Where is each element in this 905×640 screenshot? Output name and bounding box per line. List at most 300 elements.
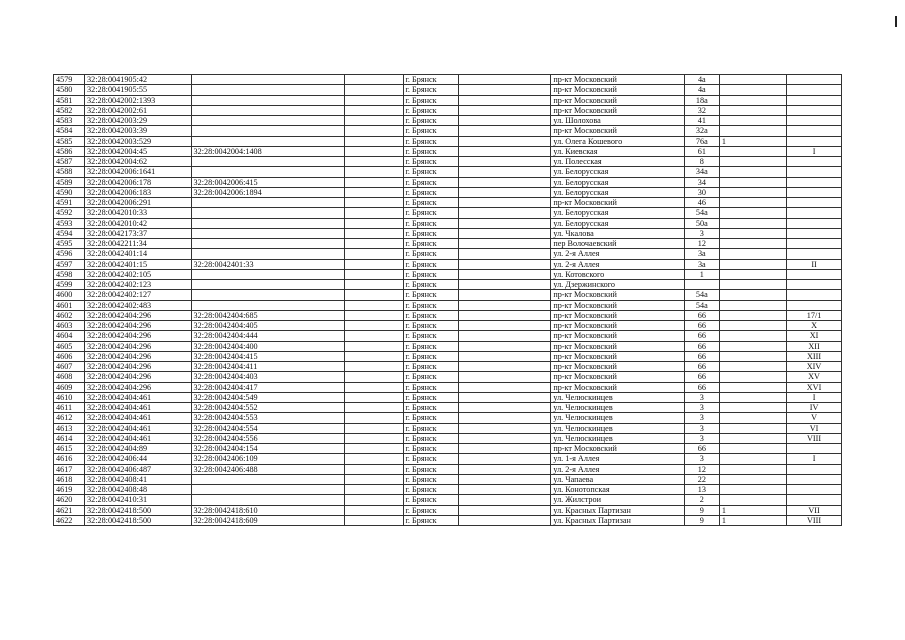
empty-cell [459, 403, 551, 413]
cadastral-number-cell: 32:28:0042402:105 [85, 269, 192, 279]
street-cell: ул. Челюскинцев [551, 392, 684, 402]
cadastral-number-cell: 32:28:0042404:296 [85, 331, 192, 341]
house-number-cell: 41 [684, 116, 719, 126]
cadastral-number-cell: 32:28:0042404:461 [85, 423, 192, 433]
city-cell: г. Брянск [403, 321, 459, 331]
empty-cell [344, 75, 403, 85]
city-cell: г. Брянск [403, 146, 459, 156]
row-number-cell: 4614 [54, 433, 85, 443]
street-cell: ул. Полесская [551, 157, 684, 167]
street-cell: ул. 1-я Аллея [551, 454, 684, 464]
house-number-cell: 30 [684, 187, 719, 197]
house-number-cell: 34 [684, 177, 719, 187]
flag-cell [719, 157, 786, 167]
premises-number-cell: X [787, 321, 842, 331]
house-number-cell: 54а [684, 300, 719, 310]
empty-cell [344, 290, 403, 300]
cadastral-number-cell: 32:28:0042404:296 [85, 310, 192, 320]
city-cell: г. Брянск [403, 239, 459, 249]
premises-number-cell [787, 228, 842, 238]
table-row [54, 187, 842, 197]
registry-table-body [54, 75, 842, 526]
row-number-cell: 4592 [54, 208, 85, 218]
empty-cell [344, 485, 403, 495]
table-row [54, 331, 842, 341]
linked-cadastral-number-cell [191, 485, 344, 495]
city-cell: г. Брянск [403, 331, 459, 341]
premises-number-cell [787, 464, 842, 474]
city-cell: г. Брянск [403, 126, 459, 136]
premises-number-cell [787, 300, 842, 310]
street-cell: ул. Конотопская [551, 485, 684, 495]
empty-cell [344, 300, 403, 310]
premises-number-cell [787, 75, 842, 85]
empty-cell [344, 105, 403, 115]
premises-number-cell: VII [787, 505, 842, 515]
cadastral-number-cell: 32:28:0042404:296 [85, 382, 192, 392]
empty-cell [344, 433, 403, 443]
row-number-cell: 4597 [54, 259, 85, 269]
street-cell: ул. Жилстрои [551, 495, 684, 505]
street-cell: ул. Челюскинцев [551, 403, 684, 413]
empty-cell [344, 177, 403, 187]
flag-cell [719, 105, 786, 115]
premises-number-cell [787, 198, 842, 208]
table-row [54, 198, 842, 208]
row-number-cell: 4612 [54, 413, 85, 423]
table-row [54, 351, 842, 361]
linked-cadastral-number-cell [191, 269, 344, 279]
empty-cell [344, 505, 403, 515]
empty-cell [459, 321, 551, 331]
house-number-cell: 66 [684, 372, 719, 382]
city-cell: г. Брянск [403, 95, 459, 105]
flag-cell [719, 300, 786, 310]
row-number-cell: 4579 [54, 75, 85, 85]
city-cell: г. Брянск [403, 218, 459, 228]
premises-number-cell [787, 249, 842, 259]
city-cell: г. Брянск [403, 105, 459, 115]
empty-cell [344, 495, 403, 505]
flag-cell [719, 249, 786, 259]
empty-cell [459, 249, 551, 259]
premises-number-cell: I [787, 146, 842, 156]
linked-cadastral-number-cell [191, 228, 344, 238]
empty-cell [344, 269, 403, 279]
table-row [54, 392, 842, 402]
flag-cell [719, 280, 786, 290]
street-cell: ул. Белорусская [551, 167, 684, 177]
house-number-cell: 2 [684, 495, 719, 505]
empty-cell [344, 382, 403, 392]
house-number-cell: 32а [684, 126, 719, 136]
house-number-cell: 8 [684, 157, 719, 167]
street-cell: ул. Челюскинцев [551, 423, 684, 433]
cadastral-number-cell: 32:28:0042010:42 [85, 218, 192, 228]
street-cell: пр-кт Московский [551, 321, 684, 331]
empty-cell [344, 454, 403, 464]
empty-cell [344, 423, 403, 433]
cadastral-number-cell: 32:28:0042006:1641 [85, 167, 192, 177]
house-number-cell: 22 [684, 474, 719, 484]
house-number-cell: 3 [684, 392, 719, 402]
empty-cell [344, 351, 403, 361]
cadastral-number-cell: 32:28:0042406:487 [85, 464, 192, 474]
cadastral-number-cell: 32:28:0042006:291 [85, 198, 192, 208]
city-cell: г. Брянск [403, 280, 459, 290]
row-number-cell: 4606 [54, 351, 85, 361]
row-number-cell: 4608 [54, 372, 85, 382]
flag-cell [719, 372, 786, 382]
table-row [54, 300, 842, 310]
row-number-cell: 4589 [54, 177, 85, 187]
cadastral-number-cell: 32:28:0042418:500 [85, 505, 192, 515]
cadastral-number-cell: 32:28:0042401:14 [85, 249, 192, 259]
premises-number-cell [787, 485, 842, 495]
premises-number-cell: XII [787, 341, 842, 351]
row-number-cell: 4610 [54, 392, 85, 402]
empty-cell [459, 157, 551, 167]
row-number-cell: 4602 [54, 310, 85, 320]
empty-cell [344, 167, 403, 177]
linked-cadastral-number-cell: 32:28:0042401:33 [191, 259, 344, 269]
cadastral-number-cell: 32:28:0042006:178 [85, 177, 192, 187]
premises-number-cell [787, 187, 842, 197]
linked-cadastral-number-cell [191, 167, 344, 177]
empty-cell [459, 85, 551, 95]
premises-number-cell: XIV [787, 362, 842, 372]
table-row [54, 105, 842, 115]
empty-cell [344, 126, 403, 136]
flag-cell: 1 [719, 505, 786, 515]
city-cell: г. Брянск [403, 85, 459, 95]
linked-cadastral-number-cell [191, 239, 344, 249]
empty-cell [344, 403, 403, 413]
linked-cadastral-number-cell [191, 218, 344, 228]
street-cell: ул. Белорусская [551, 177, 684, 187]
empty-cell [459, 372, 551, 382]
house-number-cell: 3 [684, 228, 719, 238]
empty-cell [344, 515, 403, 525]
premises-number-cell [787, 208, 842, 218]
linked-cadastral-number-cell: 32:28:0042404:553 [191, 413, 344, 423]
row-number-cell: 4620 [54, 495, 85, 505]
cadastral-number-cell: 32:28:0042003:29 [85, 116, 192, 126]
flag-cell [719, 187, 786, 197]
row-number-cell: 4621 [54, 505, 85, 515]
empty-cell [459, 464, 551, 474]
city-cell: г. Брянск [403, 228, 459, 238]
city-cell: г. Брянск [403, 413, 459, 423]
row-number-cell: 4595 [54, 239, 85, 249]
table-row [54, 85, 842, 95]
empty-cell [459, 392, 551, 402]
premises-number-cell [787, 126, 842, 136]
empty-cell [344, 372, 403, 382]
city-cell: г. Брянск [403, 372, 459, 382]
linked-cadastral-number-cell: 32:28:0042404:554 [191, 423, 344, 433]
street-cell: ул. Шолохова [551, 116, 684, 126]
premises-number-cell [787, 474, 842, 484]
flag-cell [719, 454, 786, 464]
house-number-cell: 1 [684, 269, 719, 279]
house-number-cell: 18а [684, 95, 719, 105]
table-row [54, 474, 842, 484]
street-cell: ул. 2-я Аллея [551, 259, 684, 269]
row-number-cell: 4609 [54, 382, 85, 392]
empty-cell [344, 95, 403, 105]
empty-cell [459, 382, 551, 392]
street-cell: пр-кт Московский [551, 75, 684, 85]
premises-number-cell: IV [787, 403, 842, 413]
table-row [54, 177, 842, 187]
cadastral-number-cell: 32:28:0042004:62 [85, 157, 192, 167]
linked-cadastral-number-cell [191, 280, 344, 290]
city-cell: г. Брянск [403, 495, 459, 505]
street-cell: пр-кт Московский [551, 382, 684, 392]
empty-cell [459, 208, 551, 218]
city-cell: г. Брянск [403, 177, 459, 187]
empty-cell [459, 136, 551, 146]
street-cell: ул. Котовского [551, 269, 684, 279]
row-number-cell: 4613 [54, 423, 85, 433]
empty-cell [459, 105, 551, 115]
street-cell: пер Волочаевский [551, 239, 684, 249]
street-cell: пр-кт Московский [551, 126, 684, 136]
house-number-cell: 3 [684, 403, 719, 413]
linked-cadastral-number-cell: 32:28:0042418:610 [191, 505, 344, 515]
empty-cell [344, 198, 403, 208]
row-number-cell: 4585 [54, 136, 85, 146]
empty-cell [344, 444, 403, 454]
flag-cell [719, 228, 786, 238]
table-row [54, 208, 842, 218]
flag-cell: 1 [719, 136, 786, 146]
linked-cadastral-number-cell: 32:28:0042406:488 [191, 464, 344, 474]
premises-number-cell [787, 280, 842, 290]
page-edge-mark [895, 16, 897, 27]
empty-cell [459, 444, 551, 454]
flag-cell [719, 321, 786, 331]
row-number-cell: 4588 [54, 167, 85, 177]
city-cell: г. Брянск [403, 505, 459, 515]
street-cell: пр-кт Московский [551, 362, 684, 372]
row-number-cell: 4584 [54, 126, 85, 136]
table-row [54, 341, 842, 351]
house-number-cell: 3 [684, 423, 719, 433]
empty-cell [459, 300, 551, 310]
empty-cell [459, 167, 551, 177]
city-cell: г. Брянск [403, 382, 459, 392]
flag-cell [719, 464, 786, 474]
city-cell: г. Брянск [403, 157, 459, 167]
house-number-cell: 54а [684, 290, 719, 300]
premises-number-cell: XIII [787, 351, 842, 361]
flag-cell [719, 239, 786, 249]
linked-cadastral-number-cell [191, 198, 344, 208]
linked-cadastral-number-cell: 32:28:0042406:109 [191, 454, 344, 464]
table-row [54, 515, 842, 525]
street-cell: ул. Олега Кошевого [551, 136, 684, 146]
house-number-cell: 54а [684, 208, 719, 218]
premises-number-cell [787, 157, 842, 167]
street-cell: ул. Киевская [551, 146, 684, 156]
row-number-cell: 4587 [54, 157, 85, 167]
street-cell: ул. 2-я Аллея [551, 464, 684, 474]
premises-number-cell [787, 239, 842, 249]
empty-cell [344, 116, 403, 126]
cadastral-number-cell: 32:28:0042173:37 [85, 228, 192, 238]
table-row [54, 167, 842, 177]
house-number-cell: 3 [684, 433, 719, 443]
cadastral-number-cell: 32:28:0042402:483 [85, 300, 192, 310]
table-row [54, 464, 842, 474]
city-cell: г. Брянск [403, 423, 459, 433]
premises-number-cell [787, 136, 842, 146]
linked-cadastral-number-cell: 32:28:0042404:411 [191, 362, 344, 372]
flag-cell [719, 116, 786, 126]
cadastral-number-cell: 32:28:0042402:123 [85, 280, 192, 290]
street-cell: ул. Белорусская [551, 218, 684, 228]
flag-cell [719, 126, 786, 136]
linked-cadastral-number-cell: 32:28:0042004:1408 [191, 146, 344, 156]
empty-cell [344, 464, 403, 474]
empty-cell [344, 136, 403, 146]
city-cell: г. Брянск [403, 351, 459, 361]
city-cell: г. Брянск [403, 515, 459, 525]
cadastral-number-cell: 32:28:0042404:461 [85, 433, 192, 443]
empty-cell [459, 351, 551, 361]
cadastral-number-cell: 32:28:0042004:45 [85, 146, 192, 156]
empty-cell [459, 362, 551, 372]
empty-cell [344, 208, 403, 218]
house-number-cell: 4а [684, 75, 719, 85]
empty-cell [459, 198, 551, 208]
table-row [54, 485, 842, 495]
city-cell: г. Брянск [403, 310, 459, 320]
cadastral-number-cell: 32:28:0042404:296 [85, 351, 192, 361]
cadastral-number-cell: 32:28:0042418:500 [85, 515, 192, 525]
premises-number-cell [787, 95, 842, 105]
empty-cell [459, 505, 551, 515]
cadastral-number-cell: 32:28:0042404:296 [85, 321, 192, 331]
empty-cell [344, 341, 403, 351]
table-row [54, 228, 842, 238]
row-number-cell: 4596 [54, 249, 85, 259]
row-number-cell: 4580 [54, 85, 85, 95]
house-number-cell: 9 [684, 515, 719, 525]
premises-number-cell: I [787, 392, 842, 402]
flag-cell: 1 [719, 515, 786, 525]
table-row [54, 259, 842, 269]
row-number-cell: 4607 [54, 362, 85, 372]
house-number-cell: 9 [684, 505, 719, 515]
table-row [54, 239, 842, 249]
row-number-cell: 4593 [54, 218, 85, 228]
row-number-cell: 4616 [54, 454, 85, 464]
linked-cadastral-number-cell [191, 157, 344, 167]
flag-cell [719, 85, 786, 95]
row-number-cell: 4604 [54, 331, 85, 341]
registry-table [53, 74, 842, 526]
table-row [54, 218, 842, 228]
city-cell: г. Брянск [403, 75, 459, 85]
premises-number-cell [787, 116, 842, 126]
empty-cell [459, 239, 551, 249]
flag-cell [719, 444, 786, 454]
row-number-cell: 4599 [54, 280, 85, 290]
empty-cell [459, 187, 551, 197]
row-number-cell: 4600 [54, 290, 85, 300]
cadastral-number-cell: 32:28:0042404:461 [85, 403, 192, 413]
empty-cell [459, 310, 551, 320]
table-row [54, 75, 842, 85]
house-number-cell: 4а [684, 85, 719, 95]
premises-number-cell [787, 290, 842, 300]
row-number-cell: 4591 [54, 198, 85, 208]
house-number-cell: 3 [684, 413, 719, 423]
cadastral-number-cell: 32:28:0042404:296 [85, 372, 192, 382]
table-row [54, 362, 842, 372]
row-number-cell: 4619 [54, 485, 85, 495]
empty-cell [459, 290, 551, 300]
street-cell: ул. Красных Партизан [551, 505, 684, 515]
flag-cell [719, 259, 786, 269]
house-number-cell: 66 [684, 351, 719, 361]
empty-cell [344, 228, 403, 238]
table-row [54, 290, 842, 300]
cadastral-number-cell: 32:28:0042404:89 [85, 444, 192, 454]
premises-number-cell: XI [787, 331, 842, 341]
premises-number-cell: V [787, 413, 842, 423]
table-row [54, 310, 842, 320]
linked-cadastral-number-cell: 32:28:0042404:552 [191, 403, 344, 413]
house-number-cell: 66 [684, 382, 719, 392]
empty-cell [344, 331, 403, 341]
premises-number-cell: I [787, 454, 842, 464]
cadastral-number-cell: 32:28:0042006:183 [85, 187, 192, 197]
house-number-cell: 3а [684, 249, 719, 259]
empty-cell [459, 228, 551, 238]
row-number-cell: 4583 [54, 116, 85, 126]
cadastral-number-cell: 32:28:0041905:55 [85, 85, 192, 95]
empty-cell [344, 85, 403, 95]
row-number-cell: 4581 [54, 95, 85, 105]
city-cell: г. Брянск [403, 136, 459, 146]
cadastral-number-cell: 32:28:0042408:41 [85, 474, 192, 484]
empty-cell [459, 269, 551, 279]
empty-cell [459, 75, 551, 85]
cadastral-number-cell: 32:28:0042010:33 [85, 208, 192, 218]
house-number-cell: 66 [684, 331, 719, 341]
row-number-cell: 4590 [54, 187, 85, 197]
table-row [54, 382, 842, 392]
street-cell: пр-кт Московский [551, 300, 684, 310]
cadastral-number-cell: 32:28:0042408:48 [85, 485, 192, 495]
street-cell: пр-кт Московский [551, 105, 684, 115]
empty-cell [344, 392, 403, 402]
linked-cadastral-number-cell [191, 136, 344, 146]
flag-cell [719, 75, 786, 85]
linked-cadastral-number-cell: 32:28:0042404:556 [191, 433, 344, 443]
linked-cadastral-number-cell [191, 75, 344, 85]
city-cell: г. Брянск [403, 300, 459, 310]
empty-cell [459, 280, 551, 290]
linked-cadastral-number-cell: 32:28:0042404:154 [191, 444, 344, 454]
city-cell: г. Брянск [403, 403, 459, 413]
table-row [54, 269, 842, 279]
linked-cadastral-number-cell: 32:28:0042404:685 [191, 310, 344, 320]
